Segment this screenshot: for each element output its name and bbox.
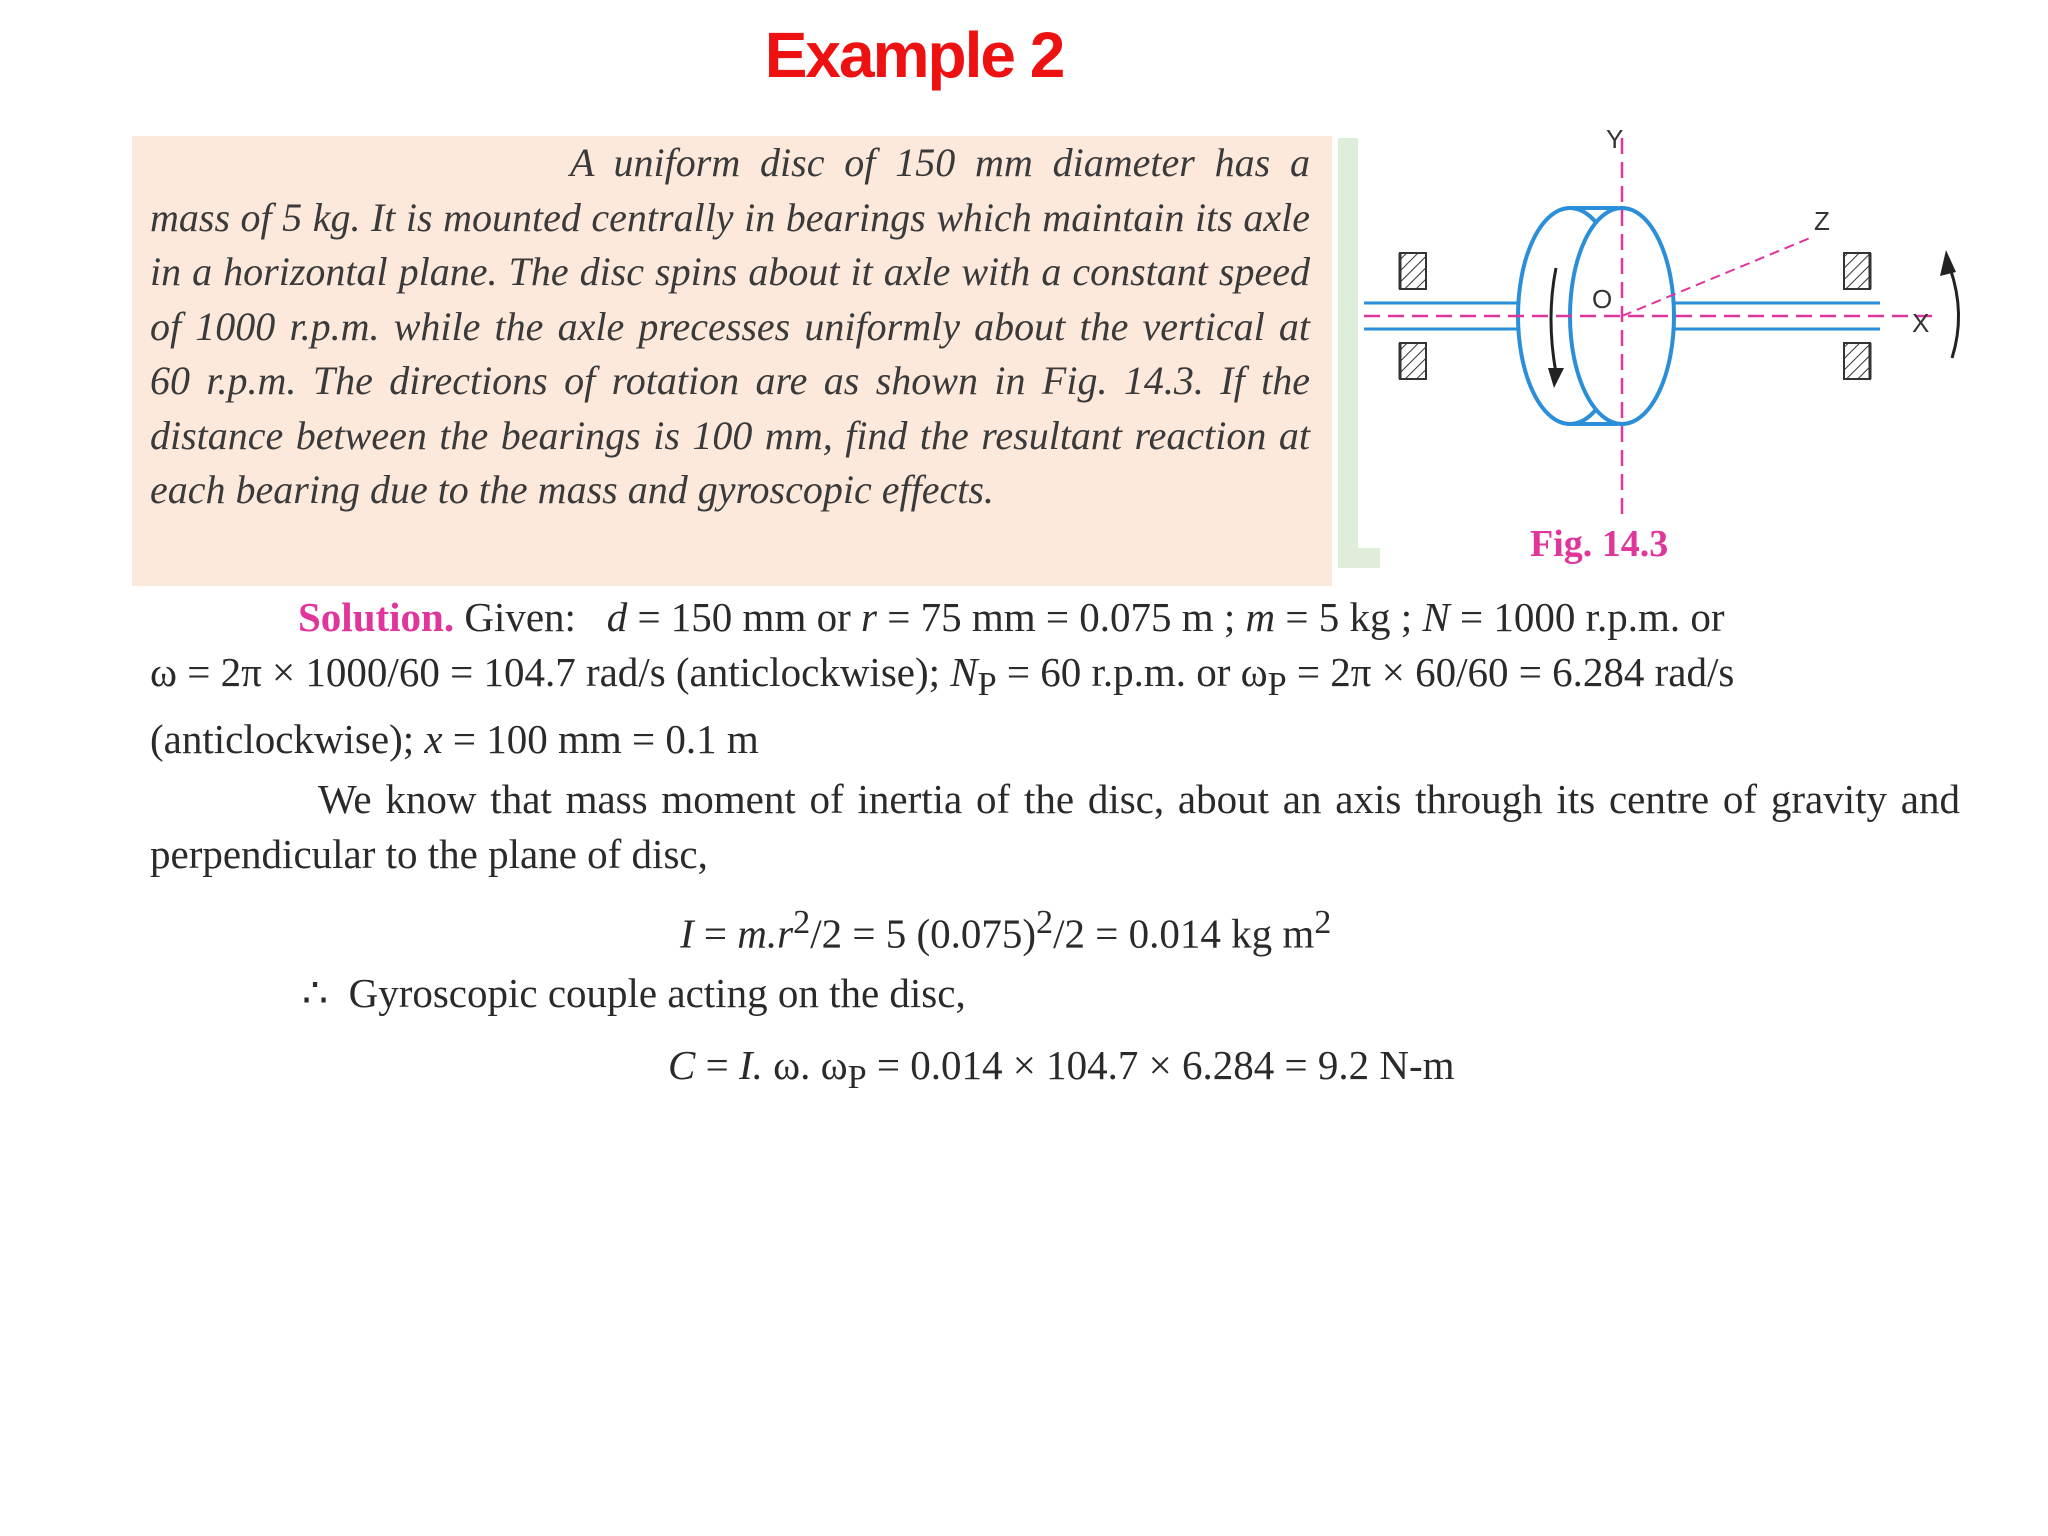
precession-arrow <box>1950 268 1959 358</box>
n-symbol: N <box>1422 594 1450 640</box>
np-subscript: P <box>977 666 997 704</box>
couple-intro <box>302 966 966 1021</box>
anticlockwise-text: (anticlockwise); <box>150 716 425 763</box>
eq-equals: = <box>693 910 738 957</box>
eq-part-b: /2 = 0.014 kg m <box>1053 910 1315 957</box>
eq-i-symbol: I <box>680 910 694 957</box>
eq-c-equals: = <box>695 1042 739 1088</box>
eq-sup-1: 2 <box>793 904 811 941</box>
eq-c-i: I. <box>738 1042 763 1088</box>
page-title: Example 2 <box>764 19 1064 91</box>
np-value: = 60 r.p.m. or ω <box>996 649 1268 695</box>
r-value: = 75 mm = 0.075 m ; <box>876 594 1246 640</box>
label-y: Y <box>1606 124 1624 154</box>
given-label: Given: <box>464 594 576 640</box>
x-value: = 100 mm = 0.1 m <box>442 716 759 763</box>
m-value: = 5 kg ; <box>1275 594 1423 640</box>
problem-statement: A uniform disc of 150 mm diameter has a mass of 5 kg. It is mounted centrally in bearings which maintain its axle in a horizontal plane. The disc spins about it axle with a constant speed of 1000 r.p.m. while the axle precesses uniformly about the vertical at 60 r.p.m. The directions of rotation are as shown in Fig. 14.3. If the distance between the bearings is 100 mm, find the resultant reaction at each bearing due to the mass and gyroscopic effects. <box>150 140 1310 512</box>
figure-caption: Fig. 14.3 <box>1530 523 1669 565</box>
label-z: Z <box>1814 206 1830 236</box>
eq-mr: m.r <box>737 910 794 957</box>
omegap-subscript: P <box>1267 666 1287 704</box>
r-symbol: r <box>861 594 877 640</box>
n-value: = 1000 r.p.m. or <box>1449 594 1725 640</box>
label-o: O <box>1592 284 1613 314</box>
therefore-symbol: ∴ <box>302 970 329 1016</box>
x-symbol: x <box>424 716 443 763</box>
eq-sup-3: 2 <box>1314 904 1332 941</box>
eq-sup-2: 2 <box>1036 904 1054 941</box>
inertia-paragraph: We know that mass moment of inertia of the disc, about an axis through its centre of gravity and perpendicular to the plane of disc, <box>150 776 1960 877</box>
d-value: = 150 mm or <box>627 594 861 640</box>
np-symbol: N <box>950 649 978 695</box>
eq-c-result: = 0.014 × 104.7 × 6.284 = 9.2 N-m <box>866 1042 1455 1088</box>
eq-c-sub: P <box>847 1059 867 1097</box>
m-symbol: m <box>1245 594 1276 640</box>
gyroscope-figure <box>1360 118 1980 578</box>
solution-given <box>150 590 1960 767</box>
omegap-value: = 2π × 60/60 = 6.284 rad/s <box>1286 649 1735 695</box>
d-symbol: d <box>606 594 628 640</box>
couple-text: Gyroscopic couple acting on the disc, <box>328 970 966 1016</box>
omega-value: ω = 2π × 1000/60 = 104.7 rad/s (anticlockwise); <box>150 649 951 695</box>
eq-c-symbol: C <box>668 1042 696 1088</box>
label-x: X <box>1912 308 1930 338</box>
couple-equation <box>668 1038 1455 1105</box>
eq-c-omega: ω. ω <box>762 1042 848 1088</box>
precession-arrowhead <box>1940 250 1956 276</box>
inertia-equation <box>680 895 1331 962</box>
eq-part-a: /2 = 5 (0.075) <box>810 910 1037 957</box>
solution-label: Solution. <box>298 594 455 640</box>
